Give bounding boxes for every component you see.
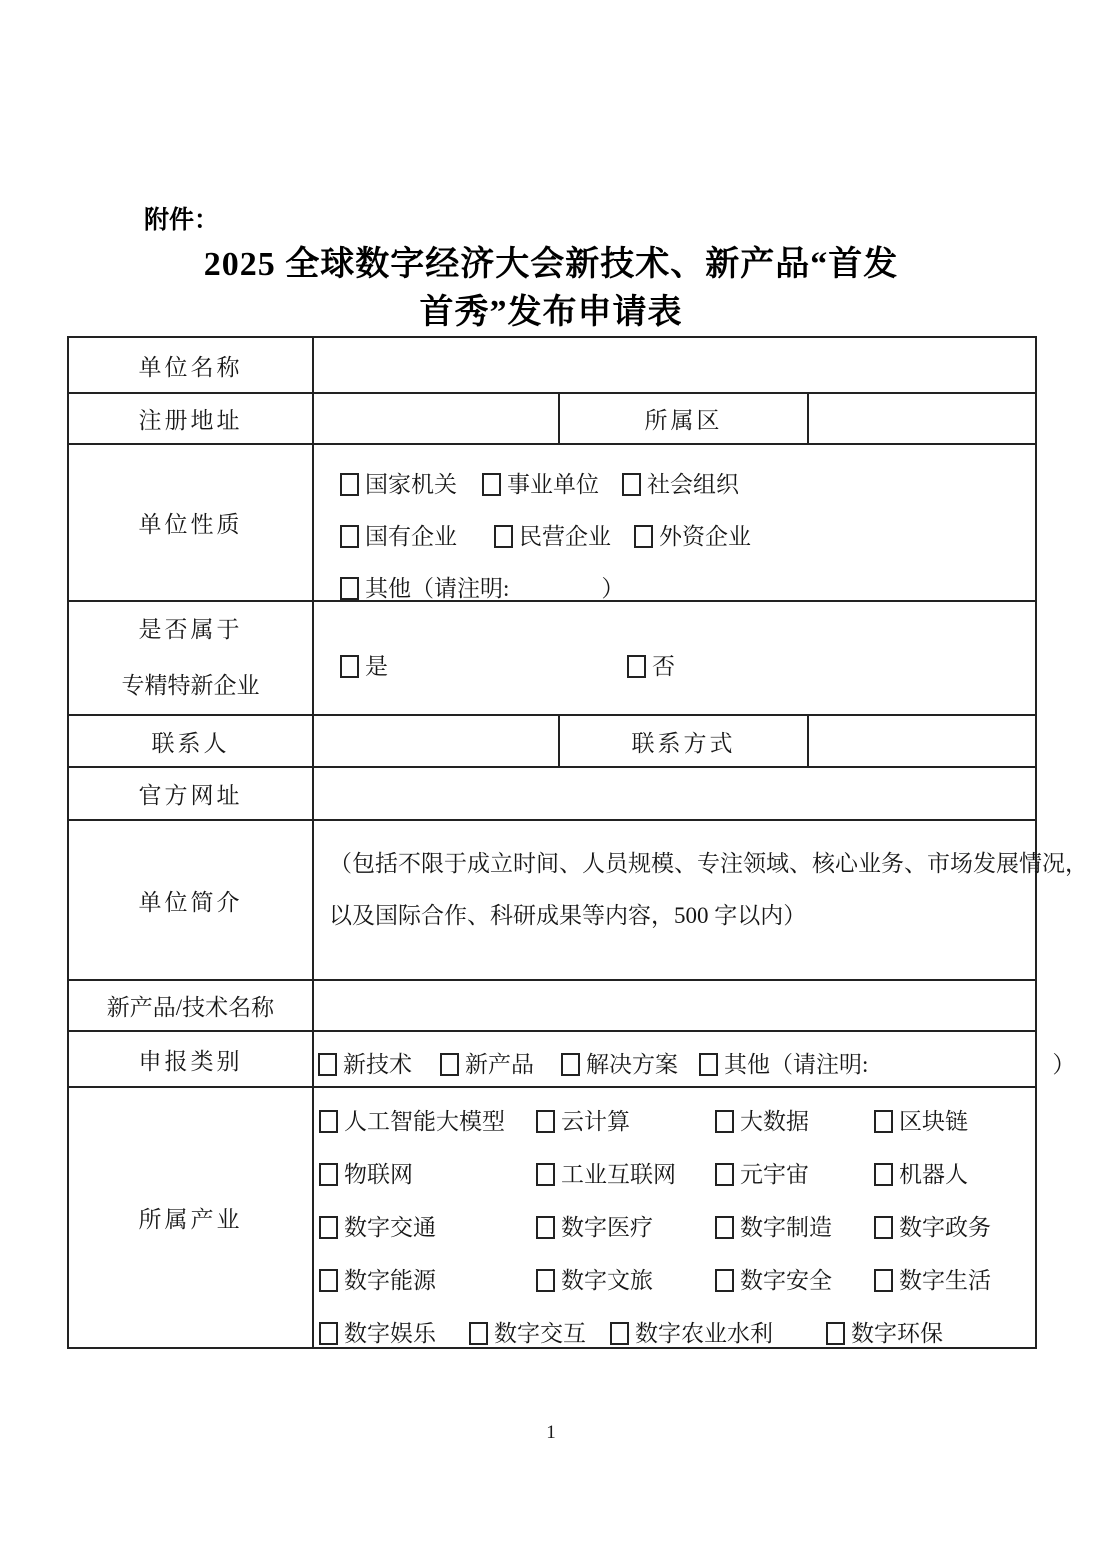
application-form-table [67,336,1088,1349]
checkbox-option-digital-agriculture-water[interactable]: 数字农业水利 [610,1315,773,1348]
checkbox-icon [319,1110,338,1133]
page-number: 1 [546,1422,556,1443]
profile-value-cell[interactable] [313,820,1088,980]
page-title [0,241,1102,337]
checkbox-option-digital-manufacturing[interactable]: 数字制造 [715,1209,832,1242]
checkbox-icon [482,473,501,496]
checkbox-icon [715,1163,734,1186]
checkbox-icon [340,577,359,600]
row-specialized [68,601,1036,715]
district-value-cell[interactable] [808,393,1036,444]
checkbox-option-digital-energy[interactable]: 数字能源 [319,1262,436,1295]
checkbox-option-digital-interaction[interactable]: 数字交互 [469,1315,586,1348]
checkbox-option-digital-transport[interactable]: 数字交通 [319,1209,436,1242]
checkbox-icon [319,1322,338,1345]
category-label: 申报类别 [68,1031,313,1087]
checkbox-icon [874,1110,893,1133]
row-product-name [68,980,1036,1031]
checkbox-option-yes[interactable]: 是 [340,648,388,681]
checkbox-icon [319,1163,338,1186]
contact-method-label: 联系方式 [559,715,808,767]
checkbox-option-digital-life[interactable]: 数字生活 [874,1262,991,1295]
checkbox-icon [536,1163,555,1186]
specialized-label-line1: 是否属于 [138,617,243,642]
profile-hint-line2: 以及国际合作、科研成果等内容，500 字以内） [329,903,807,928]
reg-address-label: 注册地址 [68,393,313,444]
checkbox-option-digital-entertainment[interactable]: 数字娱乐 [319,1315,436,1348]
checkbox-icon [319,1216,338,1239]
checkbox-icon [715,1269,734,1292]
unit-name-label: 单位名称 [68,337,313,393]
checkbox-icon [318,1053,337,1076]
checkbox-icon [494,525,513,548]
checkbox-option-new-product[interactable]: 新产品 [440,1046,534,1079]
row-unit-name [68,337,1036,393]
checkbox-option-big-data[interactable]: 大数据 [715,1103,809,1136]
checkbox-option-state-owned[interactable]: 国有企业 [340,518,457,551]
contact-method-value-cell[interactable] [808,715,1036,767]
reg-address-value-cell[interactable] [313,393,559,444]
checkbox-icon [340,473,359,496]
checkbox-option-social-org[interactable]: 社会组织 [622,466,739,499]
product-name-label: 新产品/技术名称 [68,980,313,1031]
category-options-cell [313,1031,1076,1087]
checkbox-option-digital-government[interactable]: 数字政务 [874,1209,991,1242]
checkbox-icon [440,1053,459,1076]
row-category [68,1031,1036,1087]
checkbox-option-state-agency[interactable]: 国家机关 [340,466,457,499]
checkbox-icon [826,1322,845,1345]
page-title-line2: 首秀”发布申请表 [419,294,683,331]
specialized-options-cell [313,601,1036,715]
attachment-label: 附件： [144,206,220,234]
checkbox-icon [715,1216,734,1239]
checkbox-icon [715,1110,734,1133]
checkbox-icon [874,1269,893,1292]
checkbox-icon [561,1053,580,1076]
page-title-line1: 2025 全球数字经济大会新技术、新产品“首发 [203,246,899,283]
checkbox-option-ai-model[interactable]: 人工智能大模型 [319,1103,505,1136]
checkbox-option-iot[interactable]: 物联网 [319,1156,413,1189]
checkbox-icon [319,1269,338,1292]
industry-label: 所属产业 [68,1087,313,1348]
profile-hint-line1: （包括不限于成立时间、人员规模、专注领域、核心业务、市场发展情况， [329,851,1088,876]
row-profile [68,820,1036,980]
checkbox-icon [340,525,359,548]
contact-value-cell[interactable] [313,715,559,767]
checkbox-option-private[interactable]: 民营企业 [494,518,611,551]
checkbox-option-no[interactable]: 否 [627,648,675,681]
checkbox-option-public-institution[interactable]: 事业单位 [482,466,599,499]
row-website [68,767,1036,820]
row-industry [68,1087,1036,1348]
checkbox-icon [469,1322,488,1345]
profile-label: 单位简介 [68,820,313,980]
checkbox-icon [536,1216,555,1239]
checkbox-option-metaverse[interactable]: 元宇宙 [715,1156,809,1189]
checkbox-icon [536,1269,555,1292]
checkbox-icon [627,655,646,678]
checkbox-option-blockchain[interactable]: 区块链 [874,1103,968,1136]
checkbox-option-industrial-internet[interactable]: 工业互联网 [536,1156,676,1189]
row-contact [68,715,1036,767]
checkbox-icon [874,1216,893,1239]
checkbox-option-digital-tourism[interactable]: 数字文旅 [536,1262,653,1295]
checkbox-option-digital-medical[interactable]: 数字医疗 [536,1209,653,1242]
specialized-label [68,601,313,715]
industry-options-cell [313,1087,1036,1348]
checkbox-icon [699,1053,718,1076]
row-reg-address [68,393,1036,444]
checkbox-option-digital-security[interactable]: 数字安全 [715,1262,832,1295]
checkbox-option-robot[interactable]: 机器人 [874,1156,968,1189]
checkbox-icon [536,1110,555,1133]
checkbox-icon [610,1322,629,1345]
checkbox-option-digital-environment[interactable]: 数字环保 [826,1315,943,1348]
unit-nature-label: 单位性质 [68,444,313,601]
unit-nature-options-cell [313,444,1036,601]
checkbox-option-nature-other[interactable]: 其他（请注明: ） [340,570,624,603]
contact-label: 联系人 [68,715,313,767]
checkbox-option-cloud[interactable]: 云计算 [536,1103,630,1136]
website-label: 官方网址 [68,767,313,820]
district-label: 所属区 [559,393,808,444]
checkbox-option-solution[interactable]: 解决方案 [561,1046,678,1079]
website-value-cell[interactable] [313,767,1036,820]
checkbox-icon [634,525,653,548]
checkbox-icon [874,1163,893,1186]
specialized-label-line2: 专精特新企业 [121,673,260,698]
unit-name-value-cell[interactable] [313,337,1036,393]
checkbox-option-category-other[interactable]: 其他（请注明: ） [699,1046,1075,1079]
row-unit-nature [68,444,1036,601]
checkbox-option-new-tech[interactable]: 新技术 [318,1046,412,1079]
checkbox-icon [622,473,641,496]
product-name-value-cell[interactable] [313,980,1036,1031]
checkbox-option-foreign[interactable]: 外资企业 [634,518,751,551]
checkbox-icon [340,655,359,678]
